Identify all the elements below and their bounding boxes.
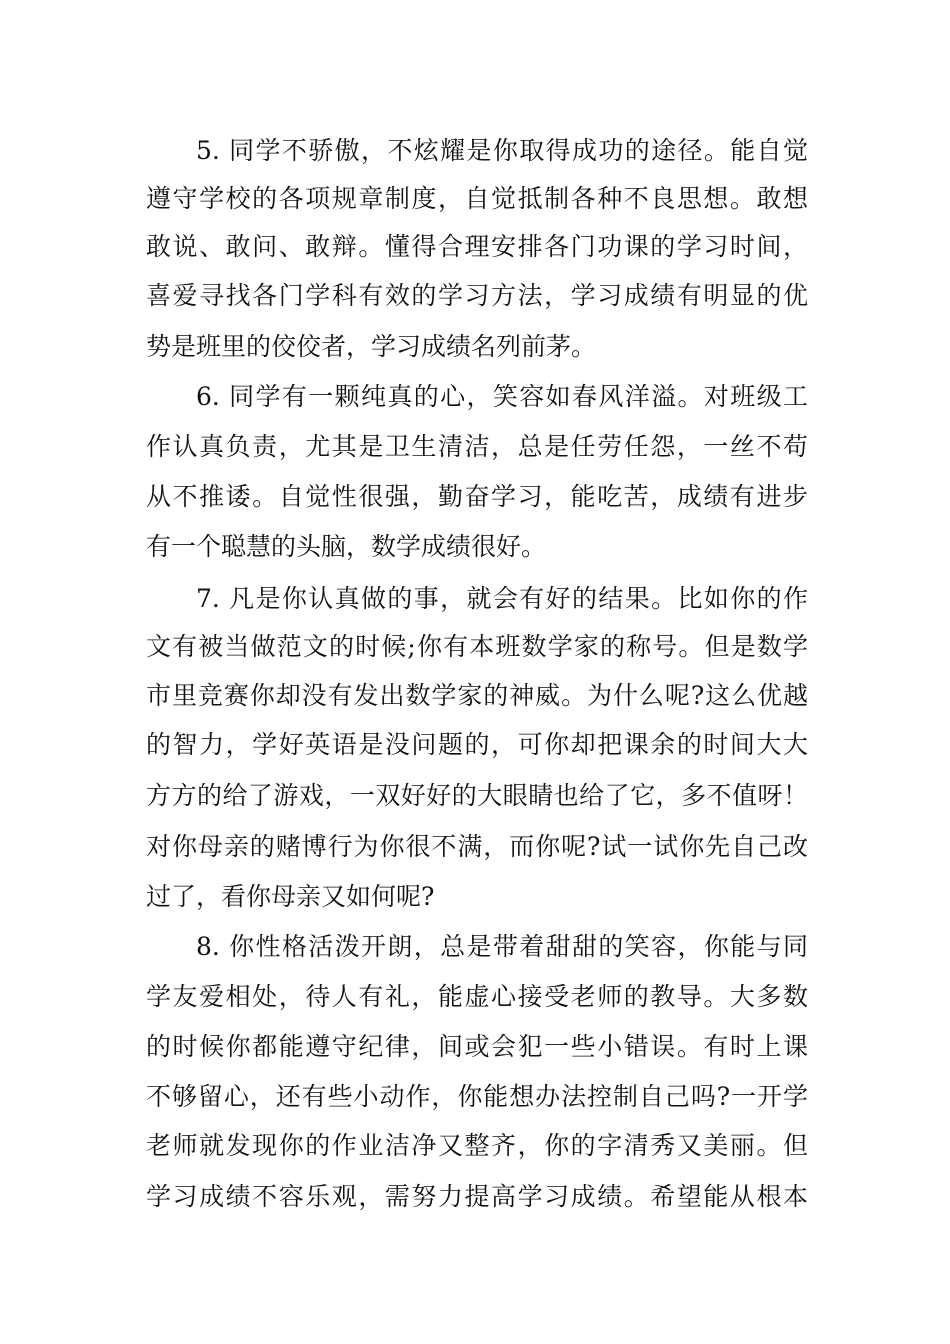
paragraph-5-line-4: 喜爱寻找各门学科有效的学习方法，学习成绩有明显的优 — [146, 281, 808, 310]
paragraph-6-line-4: 有一个聪慧的头脑，数学成绩很好。 — [146, 532, 547, 561]
paragraph-7-line-7: 过了，看你母亲又如何呢? — [146, 882, 435, 911]
paragraph-7-line-6: 对你母亲的赌博行为你很不满，而你呢?试一试你先自己改 — [146, 832, 808, 861]
paragraph-7-line-3: 市里竞赛你却没有发出数学家的神威。为什么呢?这么优越 — [146, 681, 808, 710]
paragraph-7-line-5: 方方的给了游戏，一双好好的大眼睛也给了它，多不值呀！ — [146, 781, 808, 810]
paragraph-8-line-5: 老师就发现你的作业洁净又整齐，你的字清秀又美丽。但 — [146, 1131, 808, 1160]
paragraph-6-line-1: 6. 同学有一颗纯真的心，笑容如春风洋溢。对班级工 — [196, 382, 808, 411]
paragraph-5-line-1: 5. 同学不骄傲，不炫耀是你取得成功的途径。能自觉 — [196, 136, 808, 165]
paragraph-6-line-3: 从不推诿。自觉性很强，勤奋学习，能吃苦，成绩有进步 — [146, 482, 808, 511]
paragraph-5-line-5: 势是班里的佼佼者，学习成绩名列前茅。 — [146, 332, 597, 361]
paragraph-7-line-4: 的智力，学好英语是没问题的，可你却把课余的时间大大 — [146, 730, 808, 759]
paragraph-6-line-2: 作认真负责，尤其是卫生清洁，总是任劳任怨，一丝不苟 — [146, 432, 808, 461]
paragraph-8-line-1: 8. 你性格活泼开朗，总是带着甜甜的笑容，你能与同 — [196, 932, 808, 961]
paragraph-8-line-6: 学习成绩不容乐观，需努力提高学习成绩。希望能从根本 — [146, 1182, 808, 1211]
paragraph-7-line-1: 7. 凡是你认真做的事，就会有好的结果。比如你的作 — [196, 584, 808, 613]
paragraph-5-line-2: 遵守学校的各项规章制度，自觉抵制各种不良思想。敢想 — [146, 184, 808, 213]
paragraph-8-line-3: 的时候你都能遵守纪律，间或会犯一些小错误。有时上课 — [146, 1032, 808, 1061]
paragraph-7-line-2: 文有被当做范文的时候;你有本班数学家的称号。但是数学 — [146, 632, 808, 661]
paragraph-8-line-4: 不够留心，还有些小动作，你能想办法控制自己吗?一开学 — [146, 1082, 808, 1111]
paragraph-5-line-3: 敢说、敢问、敢辩。懂得合理安排各门功课的学习时间， — [146, 232, 808, 261]
paragraph-8-line-2: 学友爱相处，待人有礼，能虚心接受老师的教导。大多数 — [146, 982, 808, 1011]
